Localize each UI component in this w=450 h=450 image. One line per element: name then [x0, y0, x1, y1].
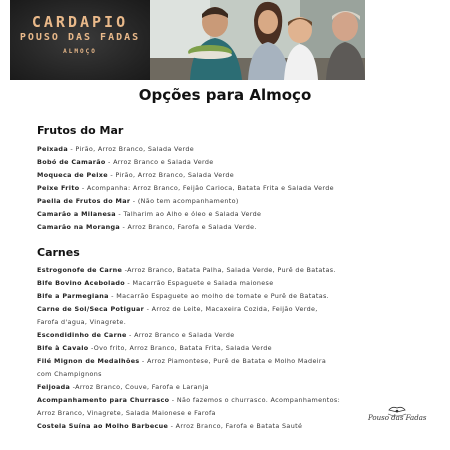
menu-item-name: Peixe Frito: [37, 184, 80, 192]
menu-item-name: Camarão na Moranga: [37, 223, 121, 231]
menu-item-description: - Acompanha: Arroz Branco, Feijão Carioca, Batata Frita e Salada Verde: [79, 184, 334, 192]
category-title-meats: Carnes: [37, 246, 80, 259]
menu-item-name: Costela Suína ao Molho Barbecue: [37, 422, 169, 430]
menu-item: [37, 381, 357, 394]
logo-text: Pouso das Fadas: [368, 414, 427, 422]
menu-item-description: - Talharim ao Alho e óleo e Salada Verde: [115, 210, 262, 218]
menu-item: [37, 290, 357, 303]
menu-item: [37, 342, 357, 355]
menu-item-description: com Champignons: [37, 370, 102, 378]
menu-item: [37, 143, 357, 156]
menu-item-name: Camarão a Milanesa: [37, 210, 116, 218]
menu-item-description: - Arroz Branco, Farofa e Salada Verde.: [120, 223, 257, 231]
menu-item-description: -Ovo frito, Arroz Branco, Batata Frita, Salada Verde: [88, 344, 272, 352]
menu-item-name: Bife Bovino Acebolado: [37, 279, 126, 287]
menu-item-description: - Macarrão Espaguete e Salada maionese: [125, 279, 274, 287]
menu-item: [37, 394, 357, 407]
menu-title-panel: [10, 0, 150, 80]
menu-item-description: -Arroz Branco, Batata Palha, Salada Verde, Purê de Batatas.: [122, 266, 336, 274]
meal-label: ALMOÇO: [63, 48, 97, 55]
category-title-seafood: Frutos do Mar: [37, 124, 124, 137]
menu-item: [37, 355, 357, 368]
seafood-list: [37, 143, 357, 234]
menu-item: [37, 221, 357, 234]
fairy-icon: [368, 405, 426, 419]
menu-item-name: Acompanhamento para Churrasco: [37, 396, 170, 404]
brand-logo: [368, 405, 426, 431]
menu-item: [37, 264, 357, 277]
menu-item-name: Paella de Frutos do Mar: [37, 197, 131, 205]
menu-item-name: Filé Mignon de Medalhões: [37, 357, 140, 365]
menu-item-description: Arroz Branco, Vinagrete, Salada Maionese e Farofa: [37, 409, 216, 417]
menu-item: [37, 303, 357, 316]
menu-item: [37, 169, 357, 182]
menu-item-continuation: [37, 368, 357, 381]
menu-item-description: -Arroz Branco, Couve, Farofa e Laranja: [70, 383, 209, 391]
menu-item: [37, 277, 357, 290]
menu-item-name: Feijoada: [37, 383, 71, 391]
menu-item-description: - Arroz de Leite, Macaxeira Cozida, Feijão Verde,: [144, 305, 318, 313]
menu-item-description: - Arroz Branco e Salada Verde: [126, 331, 235, 339]
menu-item-description: - Não fazemos o churrasco. Acompanhamentos:: [169, 396, 341, 404]
menu-item-continuation: [37, 316, 357, 329]
menu-item-description: - Arroz Piamontese, Purê de Batata e Molho Madeira: [139, 357, 327, 365]
family-dining-photo: [150, 0, 365, 80]
menu-item: [37, 420, 357, 433]
menu-title: CARDAPIO: [31, 13, 129, 31]
menu-item: [37, 195, 357, 208]
menu-item-description: Farofa d'agua, Vinagrete.: [37, 318, 127, 326]
page-heading: Opções para Almoço: [138, 86, 312, 104]
menu-item-description: - Pirão, Arroz Branco, Salada Verde: [67, 145, 195, 153]
menu-item-continuation: [37, 407, 357, 420]
menu-item-name: Bife a Parmegiana: [37, 292, 109, 300]
restaurant-name: POUSO DAS FADAS: [19, 32, 141, 43]
menu-item: [37, 329, 357, 342]
menu-item-name: Peixada: [37, 145, 68, 153]
menu-item-name: Bobó de Camarão: [37, 158, 106, 166]
menu-item: [37, 156, 357, 169]
menu-item-name: Carne de Sol/Seca Potiguar: [37, 305, 145, 313]
menu-item-description: - (Não tem acompanhamento): [130, 197, 239, 205]
menu-item: [37, 182, 357, 195]
menu-item-description: - Pirão, Arroz Branco, Salada Verde: [107, 171, 235, 179]
menu-item-name: Escondidinho de Carne: [37, 331, 127, 339]
menu-item-name: Moqueca de Peixe: [37, 171, 108, 179]
menu-item: [37, 208, 357, 221]
menu-item-description: - Arroz Branco e Salada Verde: [105, 158, 214, 166]
menu-item-description: - Arroz Branco, Farofa e Batata Sauté: [168, 422, 303, 430]
header-banner: [10, 0, 365, 80]
meats-list: [37, 264, 357, 433]
menu-item-description: - Macarrão Espaguete ao molho de tomate e Purê de Batatas.: [108, 292, 330, 300]
menu-item-name: Bife à Cavalo: [37, 344, 89, 352]
menu-item-name: Estrogonofe de Carne: [37, 266, 123, 274]
